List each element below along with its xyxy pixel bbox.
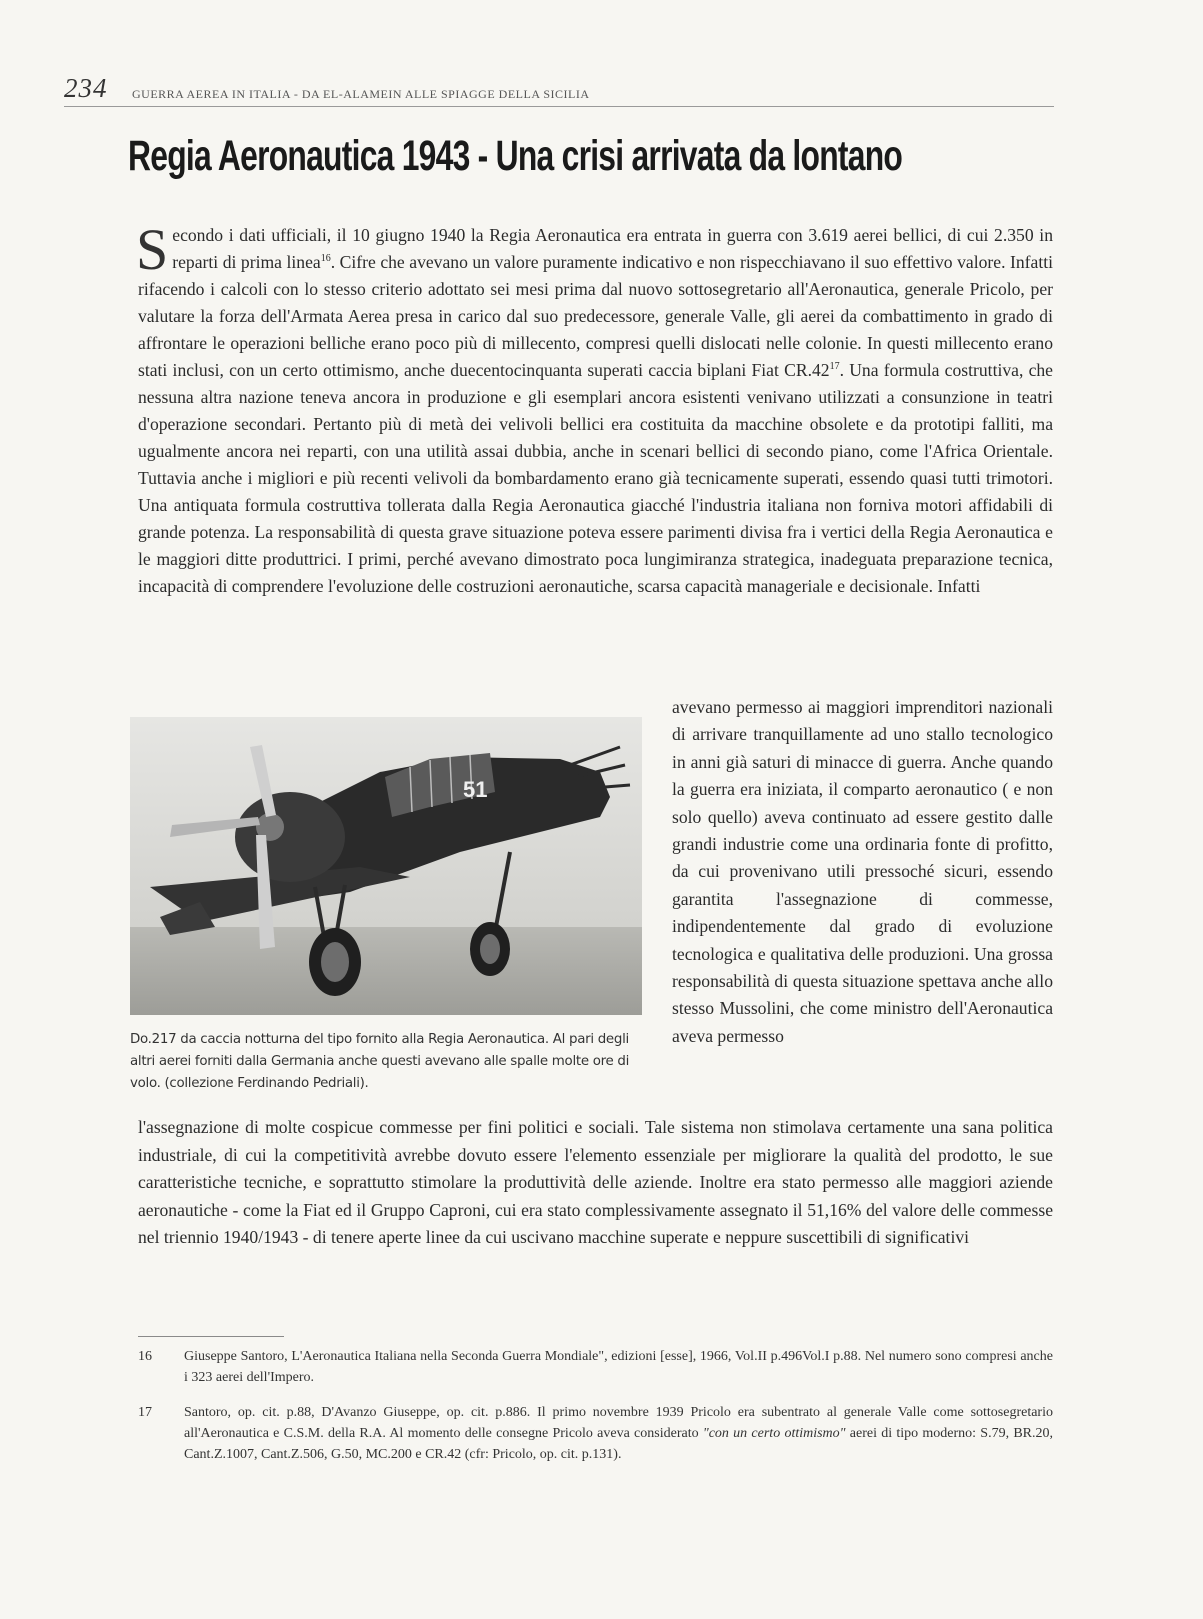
right-column-text bbox=[672, 694, 1053, 1050]
footnote-text-b: aerei di tipo moderno: S.79, BR.20, Cant.Z.1007, Cant.Z.506, G.50, MC.200 e CR.42 (cfr: Pricolo, op. cit. p.131). bbox=[184, 1426, 1053, 1462]
footnote-quote: "con un certo ottimismo" bbox=[702, 1426, 846, 1441]
page-number: 234 bbox=[64, 73, 108, 103]
intro-text-b: . Cifre che avevano un valore puramente indicativo e non rispecchiavano il suo effettivo valore. Infatti rifacendo i calcoli con lo stesso criterio adottato sei mesi prima dal nuovo sottosegretario all'Aeronautica, generale Pricolo, per valutare la forza dell'Armata Aerea presa in carico dal suo predecessore, generale Valle, gli aerei da combattimento in grado di affrontare le operazioni belliche erano poco più di millecento, compresi quelli dislocati nelle colonie. In questi millecento erano stati inclusi, con un certo ottimismo, anche duecentocinquanta superati caccia biplani Fiat CR.42 bbox=[138, 252, 1053, 380]
running-header bbox=[64, 73, 1054, 107]
continuation-paragraph: l'assegnazione di molte cospicue commesse per fini politici e sociali. Tale sistema non stimolava certamente una sana politica industriale, di cui la competitività avrebbe dovuto essere l'elemento essenziale per migliorare la qualità del prodotto, le sue caratteristiche tecniche, e soprattutto stimolare la produttività delle aziende. Inoltre era stato permesso alle maggiori aziende aeronautiche - come la Fiat ed il Gruppo Caproni, cui era stato complessivamente assegnato il 51,16% del valore delle commesse nel triennio 1940/1943 - di tenere aperte linee da cui uscivano macchine superate e neppure suscettibili di significativi bbox=[138, 1117, 1053, 1247]
running-title: GUERRA AEREA IN ITALIA - DA EL-ALAMEIN ALLE SPIAGGE DELLA SICILIA bbox=[132, 87, 590, 101]
intro-paragraph bbox=[136, 217, 1053, 600]
figure-caption: Do.217 da caccia notturna del tipo fornito alla Regia Aeronautica. Al pari degli altri aerei forniti dalla Germania anche questi avevano alle spalle molte ore di volo. (collezione Ferdinando Pedriali). bbox=[130, 1032, 630, 1091]
footnotes bbox=[138, 1346, 1053, 1479]
intro-text-a: econdo i dati ufficiali, il 10 giugno 1940 la Regia Aeronautica era entrata in guerra con 3.619 aerei bellici, di cui 2.350 in reparti di prima linea bbox=[172, 225, 1053, 272]
right-column-paragraph: avevano permesso ai maggiori imprenditori nazionali di arrivare tranquillamente ad uno stallo tecnologico in anni già saturi di minacce di guerra. Anche quando la guerra era iniziata, il comparto aeronautico ( e non solo quello) aveva continuato ad essere gestito dalle grandi industrie come una ordinaria fonte di profitto, da cui provenivano utili pressoché sicuri, essendo garantita l'assegnazione di commesse, indipendentemente dal grado di evoluzione tecnologica e qualitativa delle produzioni. Una grossa responsabilità di questa situazione spettava anche allo stesso Mussolini, che come ministro dell'Aeronautica aveva permesso bbox=[672, 697, 1053, 1046]
figure bbox=[130, 717, 642, 1095]
continuation-text bbox=[138, 1114, 1053, 1252]
footnote-number: 16 bbox=[138, 1349, 152, 1364]
drop-cap: S bbox=[136, 217, 169, 282]
footnote-ref-17[interactable]: 17 bbox=[829, 361, 840, 373]
footnote-number: 17 bbox=[138, 1405, 152, 1420]
footnote-text: Giuseppe Santoro, L'Aeronautica Italiana nella Seconda Guerra Mondiale", edizioni [esse], 1966, Vol.II p.496Vol.I p.88. Nel numero sono compresi anche i 323 aerei dell'Impero. bbox=[184, 1349, 1053, 1385]
aircraft-photo bbox=[130, 717, 642, 1015]
footnote-17 bbox=[138, 1402, 1053, 1465]
aircraft-number: 51 bbox=[463, 777, 488, 802]
footnote-ref-16[interactable]: 16 bbox=[320, 253, 331, 265]
intro-text-c: . Una formula costruttiva, che nessuna altra nazione teneva ancora in produzione e gli esemplari ancora esistenti venivano utilizzati a consunzione in teatri d'operazione secondari. Pertanto più di metà dei velivoli bellici era costituita da macchine obsolete e da prototipi falliti, ma ugualmente ancora nei reparti, con una utilità assai dubbia, anche in scenari bellici di secondo piano, come l'Africa Orientale. Tuttavia anche i migliori e più recenti velivoli da bombardamento erano già tecnicamente superati, essendo quasi tutti trimotori. Una antiquata formula costruttiva tollerata dalla Regia Aeronautica giacché l'industria italiana non forniva motori affidabili di grande potenza. La responsabilità di questa grave situazione poteva essere parimenti divisa fra i vertici della Regia Aeronautica e le maggiori ditte produttrici. I primi, perché avevano dimostrato poca lungimiranza strategica, inadeguata preparazione tecnica, incapacità di comprendere l'evoluzione delle costruzioni aeronautiche, scarsa capacità manageriale e decisionale. Infatti bbox=[138, 360, 1053, 596]
footnote-divider bbox=[138, 1336, 284, 1337]
chapter-title: Regia Aeronautica 1943 - Una crisi arrivata da lontano bbox=[128, 132, 903, 180]
footnote-text-a: Santoro, op. cit. p.88, D'Avanzo Giuseppe, op. cit. p.886. Il primo novembre 1939 Pricolo era subentrato al generale Valle come sottosegretario all'Aeronautica e C.S.M. della R.A. Al momento delle consegne Pricolo aveva considerato bbox=[184, 1405, 1053, 1441]
footnote-16 bbox=[138, 1346, 1053, 1388]
